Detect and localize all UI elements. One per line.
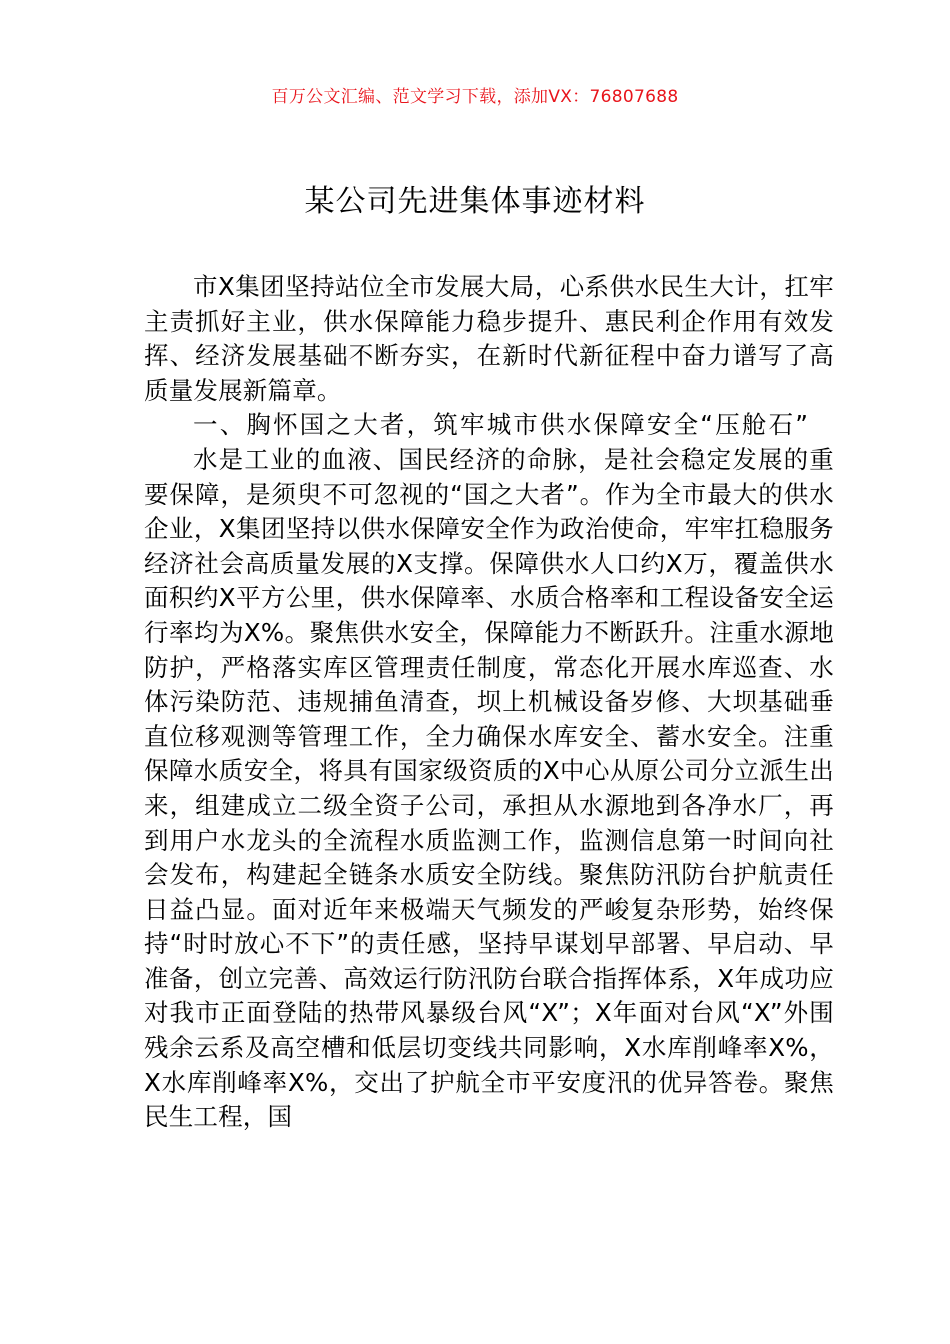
section-heading-1: 一、胸怀国之大者，筑牢城市供水保障安全“压舱石” — [193, 410, 811, 440]
paragraph-section-1: 水是工业的血液、国民经济的命脉，是社会稳定发展的重要保障，是须臾不可忽视的“国之大者”。作为全市最大的供水企业，X集团坚持以供水保障安全作为政治使命，牢牢扛稳服务经济社会高质量发展的X支撑。保障供水人口约X万，覆盖供水面积约X平方公里，供水保障率、水质合格率和工程设备安全运行率均为X%。聚焦供水安全，保障能力不断跃升。注重水源地防护，严格落实库区管理责任制度，常态化开展水库巡查、水体污染防范、违规捕鱼清查，坝上机械设备岁修、大坝基础垂直位移观测等管理工作，全力确保水库安全、蓄水安全。注重保障水质安全，将具有国家级资质的X中心从原公司分立派生出来，组建成立二级全资子公司，承担从水源地到各净水厂，再到用户水龙头的全流程水质监测工作，监测信息第一时间向社会发布，构建起全链条水质安全防线。聚焦防汛防台护航责任日益凸显。面对近年来极端天气频发的严峻复杂形势，始终保持“时时放心不下”的责任感，坚持早谋划早部署、早启动、早准备，创立完善、高效运行防汛防台联合指挥体系，X年成功应对我市正面登陆的热带风暴级台风“X”；X年面对台风“X”外围残余云系及高空槽和低层切变线共同影响，X水库削峰率X%，X水库削峰率X%，交出了护航全市平安度汛的优异答卷。聚焦民生工程，国 — [144, 444, 834, 1132]
document-body — [144, 270, 834, 1135]
document-title: 某公司先进集体事迹材料 — [304, 184, 646, 219]
header-watermark-note: 百万公文汇编、范文学习下载，添加VX：76807688 — [271, 87, 679, 107]
paragraph-intro: 市X集团坚持站位全市发展大局，心系供水民生大计，扛牢主责抓好主业，供水保障能力稳步提升、惠民利企作用有效发挥、经济发展基础不断夯实，在新时代新征程中奋力谱写了高质量发展新篇章。 — [144, 272, 834, 405]
